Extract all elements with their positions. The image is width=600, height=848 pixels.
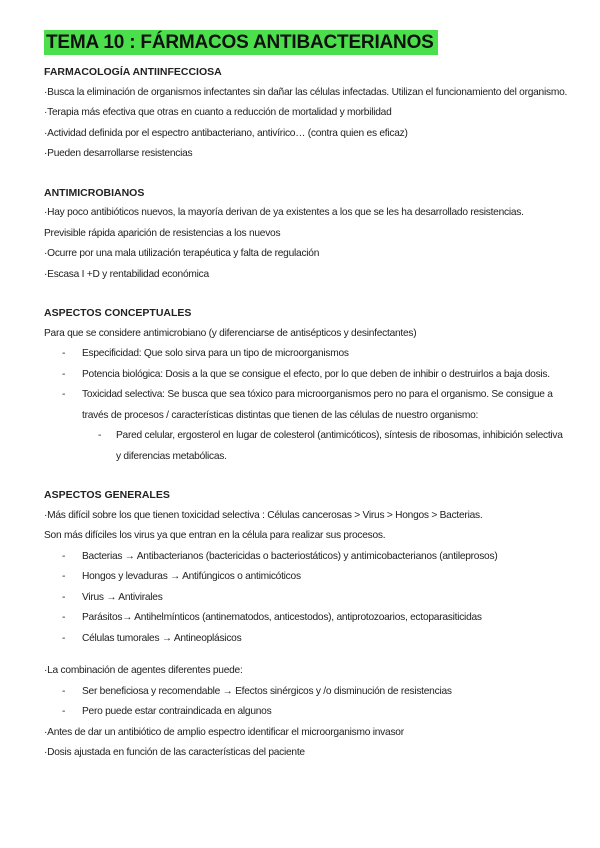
dash-bullet: - — [62, 368, 66, 380]
list-item — [44, 682, 564, 703]
list-item-text: Hongos y levaduras → Antifúngicos o antimicóticos — [82, 571, 301, 582]
list-item-text: Células tumorales → Antineoplásicos — [82, 632, 242, 644]
text-line: ·Antes de dar un antibiótico de amplio espectro identificar el microorganismo invasor — [44, 726, 404, 738]
text-line: ·Busca la eliminación de organismos infectantes sin dañar las células infectadas. Utilizan el funcionamiento del organismo. — [44, 86, 568, 98]
dash-bullet: - — [62, 389, 66, 400]
content — [44, 62, 568, 764]
list-item — [44, 344, 564, 365]
list-item-text: Bacterias → Antibacterianos (bactericidas o bacteriostáticos) y antimicobacterianos (antileprosos) — [82, 550, 498, 562]
section-heading-aspectos-conceptuales: ASPECTOS CONCEPTUALES — [44, 307, 192, 319]
dash-bullet: - — [62, 550, 66, 562]
page-title: TEMA 10 : FÁRMACOS ANTIBACTERIANOS — [44, 30, 438, 55]
list-item-text: Parásitos→ Antihelmínticos (antinematodos, anticestodos), antiprotozoarios, ectoparasiticidas — [82, 612, 482, 623]
section-heading-aspectos-generales: ASPECTOS GENERALES — [44, 489, 170, 501]
list-item — [44, 702, 564, 723]
dash-bullet: - — [62, 685, 66, 697]
text-line: Para que se considere antimicrobiano (y diferenciarse de antisépticos y desinfectantes) — [44, 327, 417, 339]
list-item-text: Toxicidad selectiva: Se busca que sea tóxico para microorganismos pero no para el organismo. Se consigue a través de procesos / características distintas que tienen de las células de nuestro organismo: — [82, 389, 553, 421]
list-item-text: Pero puede estar contraindicada en algunos — [82, 706, 272, 717]
list-item — [44, 567, 564, 588]
list-item — [44, 588, 564, 609]
sub-list-item — [44, 426, 564, 467]
title-wrap — [44, 30, 438, 55]
dash-bullet: - — [62, 591, 66, 603]
dash-bullet: - — [62, 571, 66, 582]
list-item — [44, 608, 564, 629]
list-item-text: Potencia biológica: Dosis a la que se consigue el efecto, por lo que deben de inhibir o destruirlos a baja dosis. — [82, 368, 550, 380]
text-line: ·Terapia más efectiva que otras en cuanto a reducción de mortalidad y morbilidad — [44, 107, 392, 118]
text-line: ·Dosis ajustada en función de las características del paciente — [44, 747, 305, 758]
list-item — [44, 365, 564, 386]
text-line: ·Ocurre por una mala utilización terapéutica y falta de regulación — [44, 248, 320, 259]
text-line: ·Actividad definida por el espectro antibacteriano, antivírico… (contra quien es eficaz) — [44, 127, 408, 139]
list-item — [44, 629, 564, 650]
section-heading-farmacologia: FARMACOLOGÍA ANTIINFECCIOSA — [44, 66, 222, 78]
section-heading-antimicrobianos: ANTIMICROBIANOS — [44, 186, 145, 199]
dash-bullet: - — [62, 612, 66, 623]
text-line: ·Escasa I +D y rentabilidad económica — [44, 268, 209, 280]
text-line: ·Más difícil sobre los que tienen toxicidad selectiva : Células cancerosas > Virus > Hongos > Bacterias. — [44, 509, 483, 521]
text-line: ·La combinación de agentes diferentes puede: — [44, 665, 243, 676]
list-item-text: Especificidad: Que solo sirva para un tipo de microorganismos — [82, 348, 349, 359]
list-item — [44, 547, 564, 568]
text-paragraph: ·Hay poco antibióticos nuevos, la mayoría derivan de ya existentes a los que se les ha desarrollado resistencias. Previsible rápida aparición de resistencias a los nuevos — [44, 207, 524, 239]
text-line: Son más difíciles los virus ya que entran en la célula para realizar sus procesos. — [44, 530, 386, 541]
dash-bullet: - — [62, 706, 66, 717]
sub-list-item-text: Pared celular, ergosterol en lugar de colesterol (antimicóticos), síntesis de ribosomas, inhibición selectiva y diferencias metabólicas. — [116, 430, 563, 462]
dash-bullet: - — [62, 348, 66, 359]
list-item-text: Virus → Antivirales — [82, 591, 163, 603]
list-item-text: Ser beneficiosa y recomendable → Efectos sinérgicos y /o disminución de resistencias — [82, 685, 452, 697]
dash-bullet: - — [98, 430, 102, 441]
list-item — [44, 385, 564, 426]
text-line: ·Pueden desarrollarse resistencias — [44, 148, 193, 159]
dash-bullet: - — [62, 632, 66, 644]
